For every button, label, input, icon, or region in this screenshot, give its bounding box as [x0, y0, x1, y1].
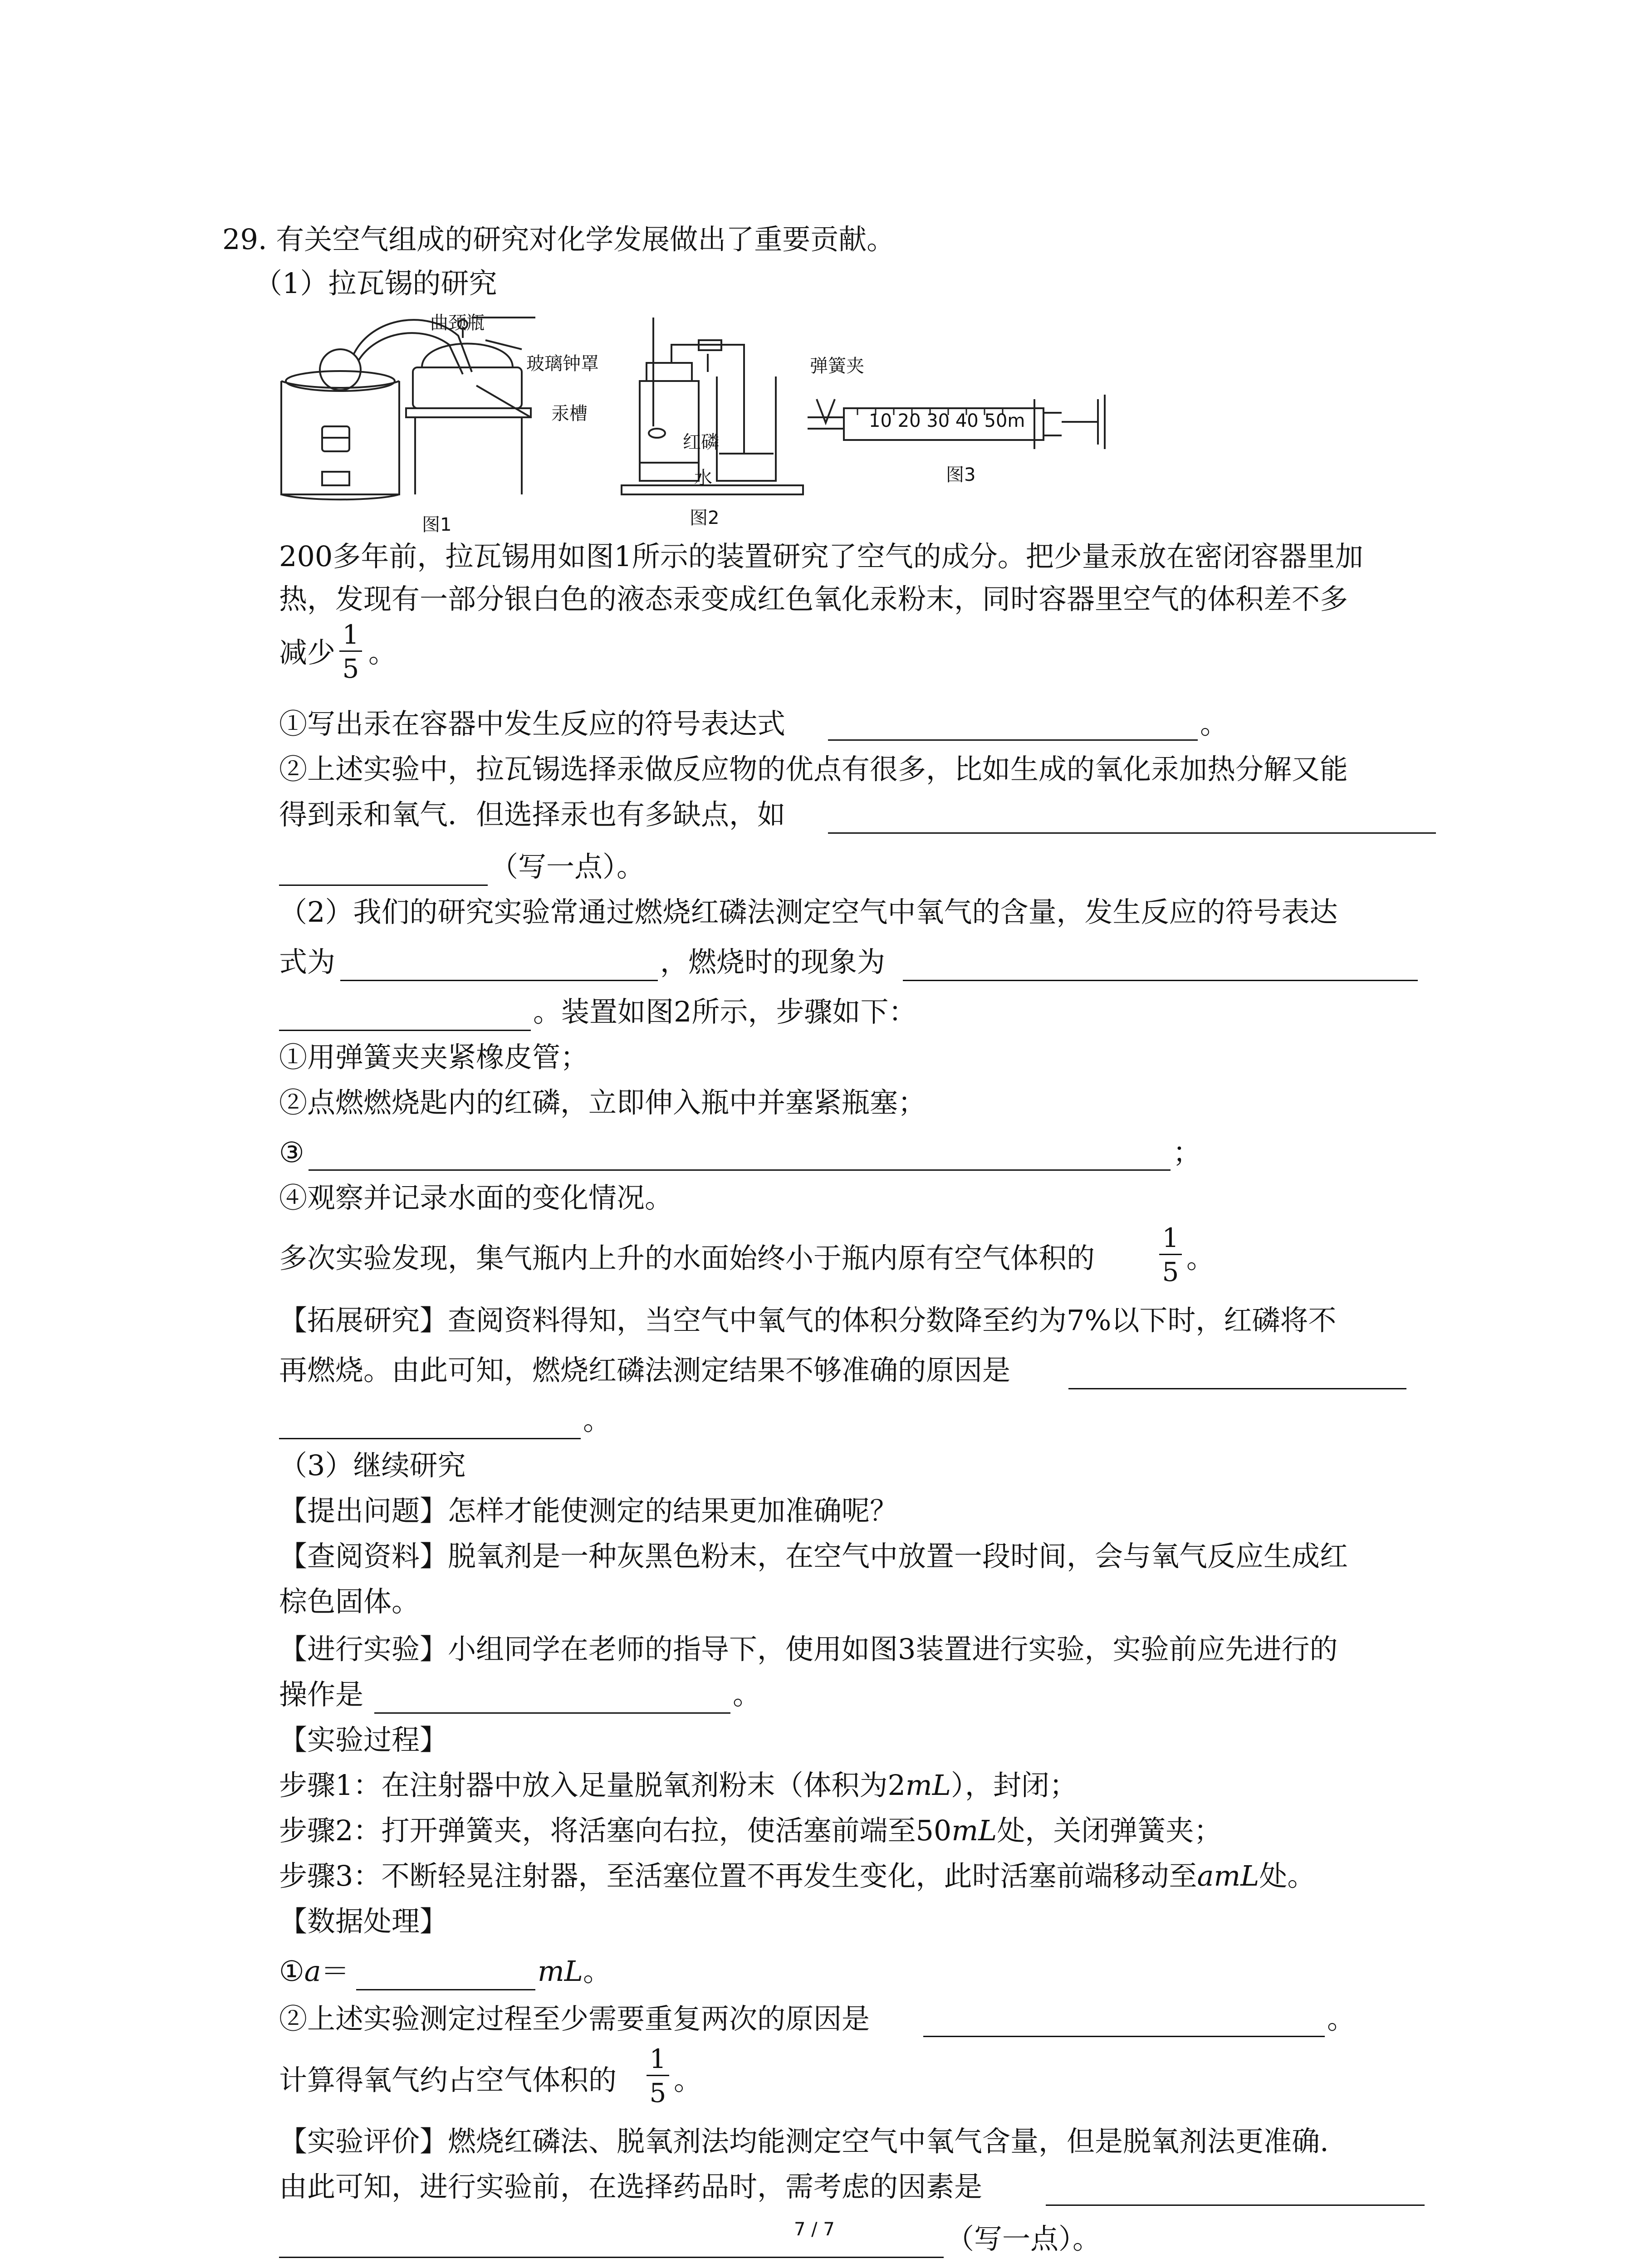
q1-1-prompt: ①写出汞在容器中发生反应的符号表达式 [279, 707, 786, 740]
period: 。 [583, 1403, 612, 1437]
data-1-unit: mL。 [538, 1955, 611, 1988]
step-4: ④观察并记录水面的变化情况。 [279, 1181, 673, 1214]
label-fig3: 图3 [946, 464, 976, 485]
answer-blank-reason-b[interactable] [279, 1438, 581, 1439]
step-3-end: ； [1173, 1136, 1201, 1169]
part2-line-2a: 式为 [279, 945, 336, 978]
period: 。 [368, 636, 397, 669]
answer-blank-equation[interactable] [340, 980, 658, 981]
answer-blank-phenomenon-b[interactable] [279, 1030, 531, 1031]
intro-line-2: 热，发现有一部分银白色的液态汞变成红色氧化汞粉末，同时容器里空气的体积差不多 [279, 582, 1348, 616]
label-fig2: 图2 [690, 508, 720, 528]
ask-question: 【提出问题】怎样才能使测定的结果更加准确呢？ [279, 1494, 898, 1527]
q1-2-line-3: （写一点）。 [490, 850, 645, 883]
conduct-line-2: 操作是 [279, 1678, 364, 1711]
intro-line-3: 减少 [279, 636, 336, 669]
page-number: 7 / 7 [794, 2219, 835, 2240]
answer-blank-a-value[interactable] [356, 1989, 535, 1990]
lookup-line-2: 棕色固体。 [279, 1585, 420, 1618]
label-mercury-trough: 汞槽 [551, 403, 588, 424]
answer-blank-phenomenon-a[interactable] [903, 980, 1418, 981]
eval-line-1: 【实验评价】燃烧红磷法、脱氧剂法均能测定空气中氧气含量，但是脱氧剂法更准确. [279, 2125, 1329, 2158]
period: 。 [1327, 2002, 1356, 2035]
process-heading: 【实验过程】 [279, 1723, 448, 1756]
intro-line-1: 200多年前，拉瓦锡用如图1所示的装置研究了空气的成分。把少量汞放在密闭容器里加 [279, 540, 1363, 573]
fraction-one-fifth: 1 5 [1159, 1225, 1182, 1285]
period: 。 [1186, 1242, 1215, 1275]
period: 。 [733, 1678, 761, 1711]
question-title: 29. 有关空气组成的研究对化学发展做出了重要贡献。 [222, 223, 895, 256]
data-2: ②上述实验测定过程至少需要重复两次的原因是 [279, 2002, 870, 2035]
extend-line-2: 再燃烧。由此可知，燃烧红磷法测定结果不够准确的原因是 [279, 1354, 1011, 1387]
fraction-one-fifth: 1 5 [647, 2046, 669, 2106]
label-flask: 曲颈瓶 [430, 313, 485, 333]
answer-blank-step-3[interactable] [309, 1169, 1171, 1171]
part2-line-3: 。装置如图2所示，步骤如下： [533, 995, 917, 1028]
answer-blank-factor-a[interactable] [1046, 2204, 1425, 2206]
part1-heading: （1）拉瓦锡的研究 [254, 267, 497, 300]
answer-blank-factor-b[interactable] [279, 2257, 944, 2258]
eval-line-3: （写一点）。 [946, 2222, 1101, 2255]
eval-line-2: 由此可知，进行实验前，在选择药品时，需考虑的因素是 [279, 2170, 983, 2203]
process-step-3: 步骤3：不断轻晃注射器，至活塞位置不再发生变化，此时活塞前端移动至amL处。 [279, 1859, 1316, 1892]
label-fig1: 图1 [422, 514, 452, 535]
process-step-2: 步骤2：打开弹簧夹，将活塞向右拉，使活塞前端至50mL处，关闭弹簧夹； [279, 1814, 1222, 1847]
finding: 多次实验发现，集气瓶内上升的水面始终小于瓶内原有空气体积的 [279, 1242, 1095, 1275]
part3-heading: （3）继续研究 [279, 1449, 466, 1482]
conduct-line-1: 【进行实验】小组同学在老师的指导下，使用如图3装置进行实验，实验前应先进行的 [279, 1633, 1338, 1666]
step-3-label: ③ [279, 1136, 304, 1169]
label-water: 水 [694, 468, 712, 489]
q1-2-line-1: ②上述实验中，拉瓦锡选择汞做反应物的优点有很多，比如生成的氧化汞加热分解又能 [279, 753, 1348, 786]
q1-2-line-2: 得到汞和氧气．但选择汞也有多缺点，如 [279, 798, 786, 831]
label-spring-clip: 弹簧夹 [810, 356, 864, 376]
answer-blank-q1-2b[interactable] [279, 885, 488, 886]
answer-blank-operation[interactable] [374, 1712, 730, 1714]
data-1-prefix: ①a＝ [279, 1955, 349, 1988]
answer-blank-q1-2a[interactable] [828, 832, 1436, 834]
answer-blank-repeat-reason[interactable] [923, 2036, 1325, 2037]
part2-line-2b: ，燃烧时的现象为 [660, 945, 886, 978]
answer-blank-reason-a[interactable] [1068, 1388, 1406, 1389]
data-heading: 【数据处理】 [279, 1905, 448, 1938]
period: 。 [674, 2063, 702, 2097]
step-2: ②点燃燃烧匙内的红磷，立即伸入瓶中并塞紧瓶塞； [279, 1086, 926, 1119]
label-bell-jar: 玻璃钟罩 [526, 353, 599, 374]
fraction-one-fifth: 1 5 [339, 621, 362, 682]
answer-blank-q1-1[interactable] [828, 739, 1198, 741]
step-1: ①用弹簧夹夹紧橡皮管； [279, 1041, 589, 1074]
label-syringe-scale: 10 20 30 40 50m [869, 411, 1025, 431]
calc-result: 计算得氧气约占空气体积的 [279, 2063, 617, 2097]
lookup-line-1: 【查阅资料】脱氧剂是一种灰黑色粉末，在空气中放置一段时间，会与氧气反应生成红 [279, 1540, 1348, 1573]
process-step-1: 步骤1：在注射器中放入足量脱氧剂粉末（体积为2mL），封闭； [279, 1769, 1078, 1802]
extend-line-1: 【拓展研究】查阅资料得知，当空气中氧气的体积分数降至约为7%以下时，红磷将不 [279, 1304, 1337, 1337]
period: 。 [1200, 707, 1229, 740]
label-red-phosphorus: 红磷 [683, 432, 719, 453]
part2-line-1: （2）我们的研究实验常通过燃烧红磷法测定空气中氧气的含量，发生反应的符号表达 [279, 895, 1338, 929]
